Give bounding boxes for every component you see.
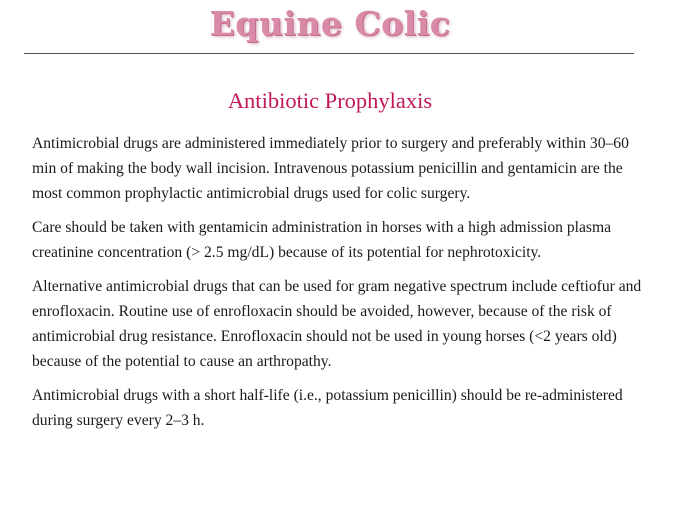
paragraph-redosing: Antimicrobial drugs with a short half-life (i.e., potassium penicillin) should be re-administered during surgery every 2–3 h. (32, 387, 623, 429)
title-divider (24, 53, 634, 54)
document-title: Equine Colic (209, 4, 451, 43)
section-heading: Antibiotic Prophylaxis (227, 88, 433, 113)
paragraph-gentamicin-caution: Care should be taken with gentamicin administration in horses with a high admission plasma creatinine concentration (> 2.5 mg/dL) because of its potential for nephrotoxicity. (32, 219, 612, 261)
paragraph-alternative-drugs: Alternative antimicrobial drugs that can be used for gram negative spectrum include ceftiofur and enrofloxacin. Routine use of enrofloxacin should be avoided, however, because of the risk of antimicrobial drug resistance. Enrofloxacin should not be used in young horses (<2 years old) because of the potential to cause an arthropathy. (32, 278, 642, 370)
paragraph-preoperative-dosing: Antimicrobial drugs are administered immediately prior to surgery and preferably within 30–60 min of making the body wall incision. Intravenous potassium penicillin and gentamicin are the most common prophylactic antimicrobial drugs used for colic surgery. (32, 135, 629, 202)
body-text (32, 131, 642, 442)
